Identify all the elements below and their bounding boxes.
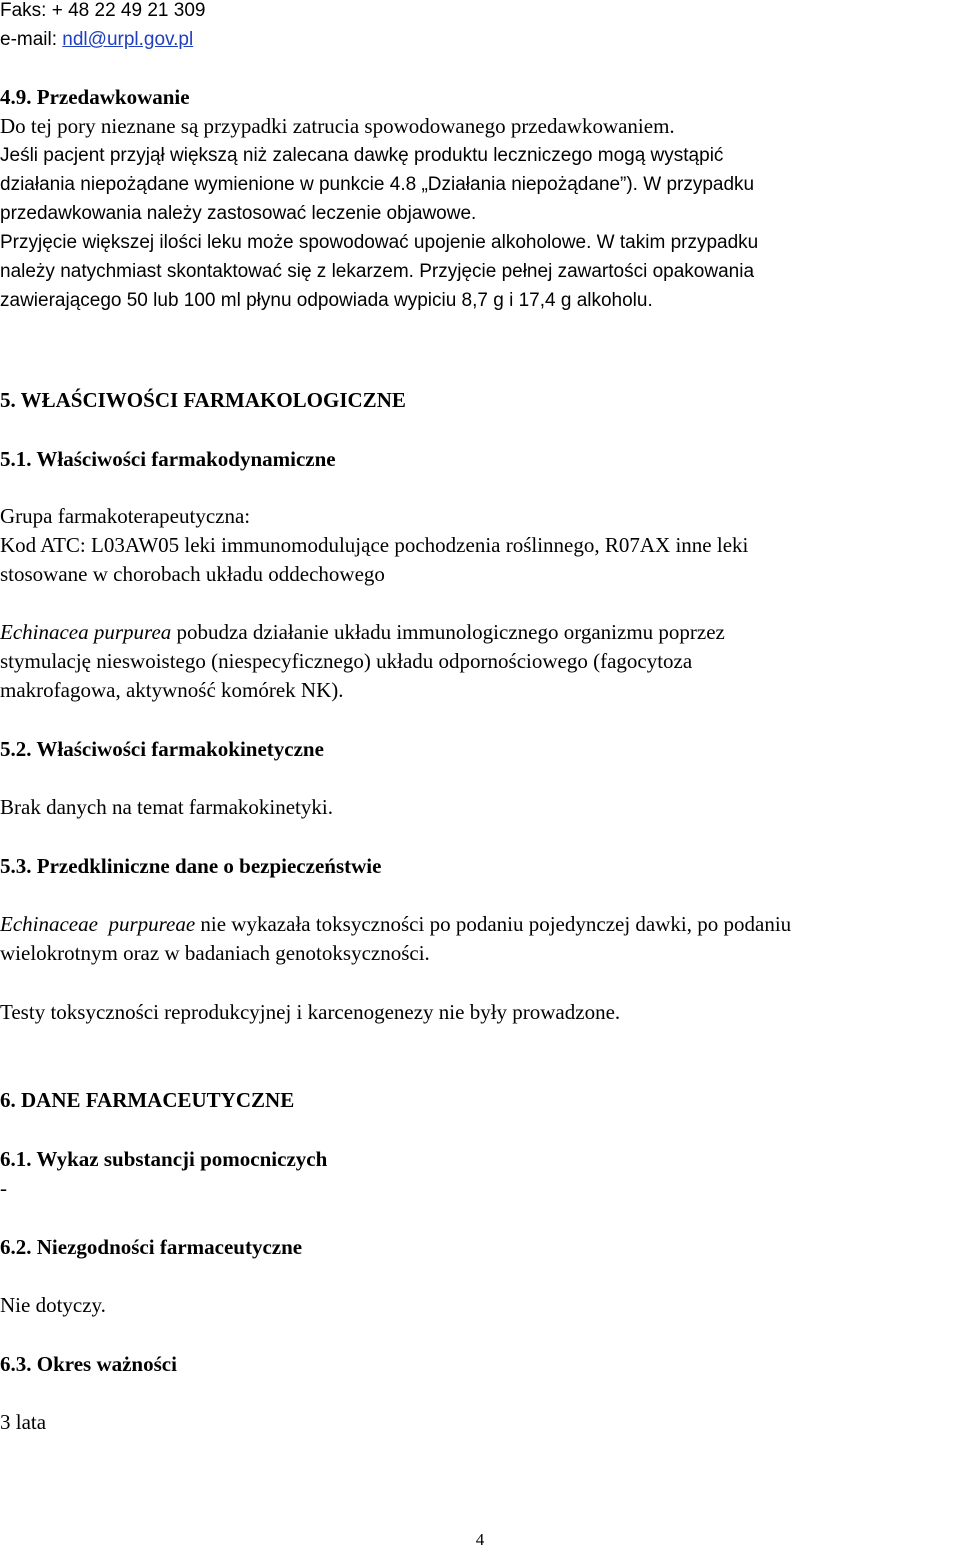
atc-group-line: stosowane w chorobach układu oddechowego (0, 562, 385, 586)
preclinical-line-text: nie wykazała toksyczności po podaniu pojedynczej dawki, po podaniu (195, 912, 792, 936)
preclinical-line: wielokrotnym oraz w badaniach genotoksyczności. (0, 941, 430, 965)
echinacea-line: makrofagowa, aktywność komórek NK). (0, 678, 344, 702)
excipients-text: - (0, 1176, 7, 1200)
preclinical-tests-text: Testy toksyczności reprodukcyjnej i karcenogenezy nie były prowadzone. (0, 1000, 621, 1024)
section-6-heading: 6. DANE FARMACEUTYCZNE (0, 1088, 295, 1112)
section-4-9-body (0, 112, 958, 315)
fax-line: Faks: + 48 22 49 21 309 (0, 0, 206, 21)
section-5-2-heading: 5.2. Właściwości farmakokinetyczne (0, 737, 324, 761)
overdose-line: działania niepożądane wymienione w punkcie 4.8 „Działania niepożądane”). W przypadku (0, 174, 755, 195)
overdose-line: Jeśli pacjent przyjął większą niż zalecana dawkę produktu leczniczego mogą wystąpić (0, 145, 724, 166)
echinacea-line (0, 618, 958, 647)
atc-group-block (0, 502, 958, 589)
email-line (0, 25, 958, 54)
section-5-3-heading: 5.3. Przedkliniczne dane o bezpieczeństwie (0, 854, 382, 878)
email-label: e-mail: (0, 29, 63, 50)
overdose-line: przedawkowania należy zastosować leczenie objawowe. (0, 203, 477, 224)
overdose-line: Przyjęcie większej ilości leku może spowodować upojenie alkoholowe. W takim przypadku (0, 232, 759, 253)
incompatibilities-text: Nie dotyczy. (0, 1293, 106, 1317)
shelf-life-text: 3 lata (0, 1410, 47, 1434)
atc-group-line: Grupa farmakoterapeutyczna: (0, 504, 251, 528)
echinacea-species-name: Echinacea purpurea (0, 620, 172, 644)
echinacea-line: stymulację nieswoistego (niespecyficznego) układu odpornościowego (fagocytoza (0, 649, 693, 673)
overdose-line: Do tej pory nieznane są przypadki zatrucia spowodowanego przedawkowaniem. (0, 114, 675, 138)
overdose-line: zawierającego 50 lub 100 ml płynu odpowiada wypiciu 8,7 g i 17,4 g alkoholu. (0, 290, 653, 311)
overdose-line: należy natychmiast skontaktować się z lekarzem. Przyjęcie pełnej zawartości opakowania (0, 261, 755, 282)
echinacea-block (0, 618, 958, 705)
section-4-9-heading: 4.9. Przedawkowanie (0, 85, 190, 109)
section-6-1-heading: 6.1. Wykaz substancji pomocniczych (0, 1147, 328, 1171)
pharmacokinetics-text: Brak danych na temat farmakokinetyki. (0, 795, 333, 819)
page-number: 4 (475, 1530, 485, 1549)
section-6-2-heading: 6.2. Niezgodności farmaceutyczne (0, 1235, 303, 1259)
section-6-3-heading: 6.3. Okres ważności (0, 1352, 177, 1376)
atc-group-line: Kod ATC: L03AW05 leki immunomodulujące pochodzenia roślinnego, R07AX inne leki (0, 533, 749, 557)
preclinical-block (0, 910, 958, 968)
section-5-1-heading: 5.1. Właściwości farmakodynamiczne (0, 447, 336, 471)
email-link[interactable]: ndl@urpl.gov.pl (62, 29, 194, 50)
contact-block (0, 0, 958, 54)
section-5-heading: 5. WŁAŚCIWOŚCI FARMAKOLOGICZNE (0, 388, 406, 412)
preclinical-species-name: Echinaceae purpureae (0, 912, 196, 936)
echinacea-line-text: pobudza działanie układu immunologicznego organizmu poprzez (171, 620, 725, 644)
preclinical-line (0, 910, 958, 939)
